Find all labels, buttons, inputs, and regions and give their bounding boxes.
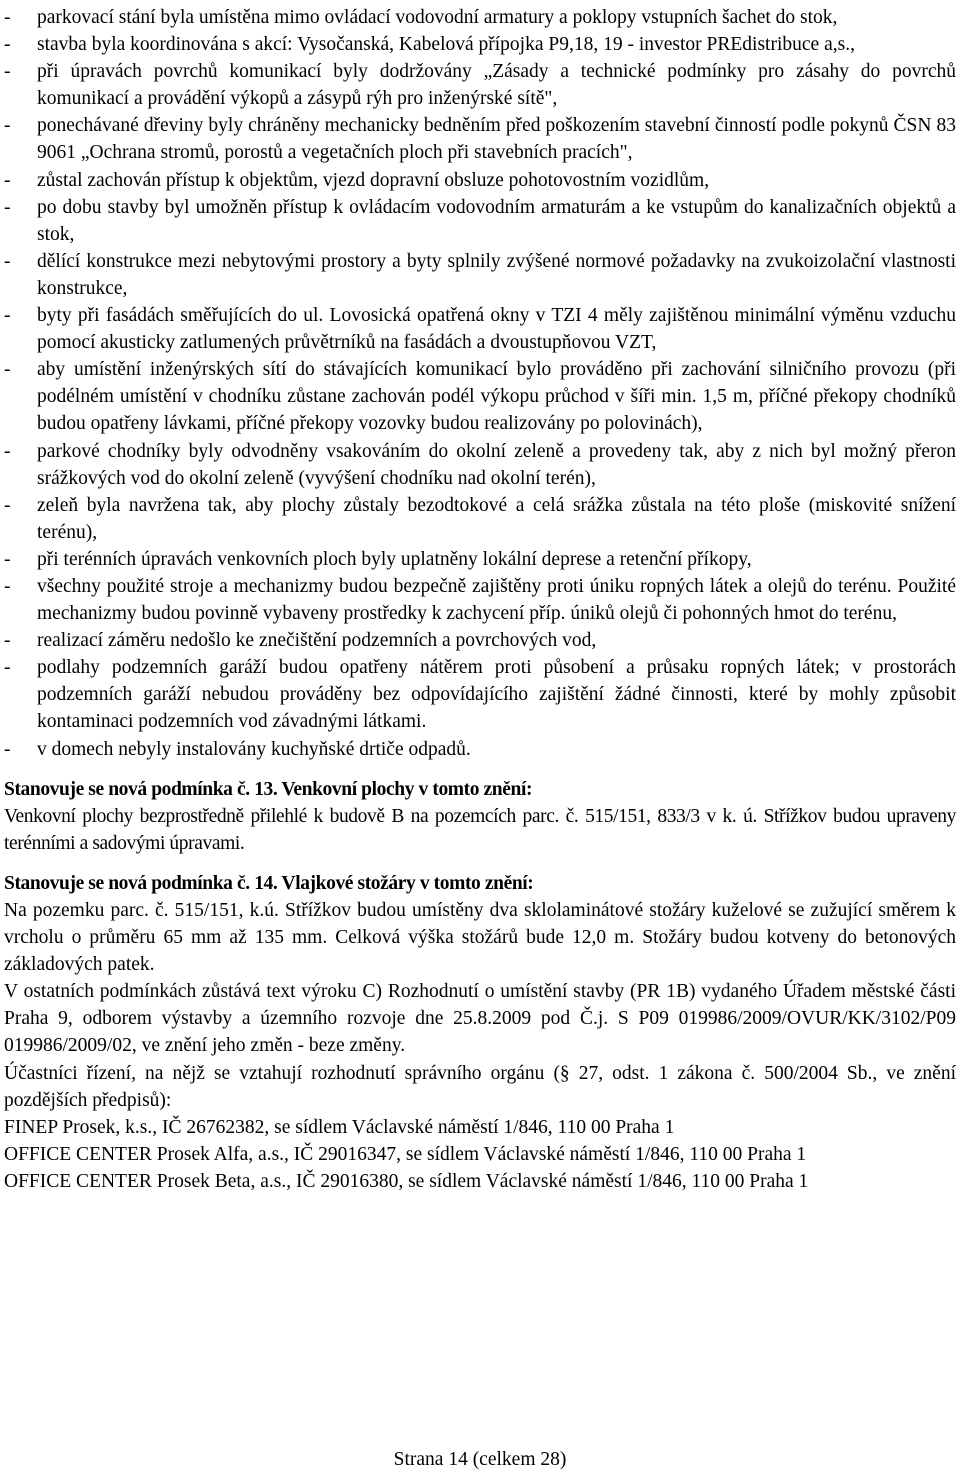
participant-entry: OFFICE CENTER Prosek Alfa, a.s., IČ 29016347, se sídlem Václavské náměstí 1/846, 110 00 Praha 1: [4, 1143, 807, 1165]
condition-13-heading: Stanovuje se nová podmínka č. 13. Venkovní plochy v tomto znění:: [4, 778, 533, 800]
list-item: - ponechávané dřeviny byly chráněny mechanicky bedněním před poškozením stavební činností podle pokynů ČSN 83 9061 „Ochrana stromů, porostů a vegetačních ploch při stavebních pracích",: [4, 112, 956, 166]
list-item: - zůstal zachován přístup k objektům, vjezd dopravní obsluze pohotovostním vozidlům,: [4, 167, 956, 194]
condition-list: [4, 4, 956, 763]
condition-14-text: Na pozemku parc. č. 515/151, k.ú. Střížkov budou umístěny dva sklolaminátové stožáry kuželové se zužující směrem k vrcholu o průměru 65 mm až 135 mm. Celková výška stožárů bude 12,0 m. Stožáry budou kotveny do betonových základových patek.: [4, 900, 956, 976]
list-item: - podlahy podzemních garáží budou opatřeny nátěrem proti působení a průsaku ropných látek; v prostorách podzemních garáží nebudou prováděny bez odpovídajícího zajištění žádné činnosti, které by mohly způsobit kontaminaci podzemních vod závadnými látkami.: [4, 654, 956, 735]
list-item: - realizací záměru nedošlo ke znečištění podzemních a povrchových vod,: [4, 627, 956, 654]
list-item: - po dobu stavby byl umožněn přístup k ovládacím vodovodním armaturám a ke vstupům do kanalizačních objektů a stok,: [4, 194, 956, 248]
list-item: - stavba byla koordinována s akcí: Vysočanská, Kabelová přípojka P9,18, 19 - investor PREdistribuce a,s.,: [4, 31, 956, 58]
list-item: - zeleň byla navržena tak, aby plochy zůstaly bezodtokové a celá srážka zůstala na této ploše (miskovité snížení terénu),: [4, 492, 956, 546]
page-number-footer: Strana 14 (celkem 28): [393, 1449, 567, 1470]
page-content: [4, 4, 956, 1195]
participants-intro: Účastníci řízení, na nějž se vztahují rozhodnutí správního orgánu (§ 27, odst. 1 zákona č. 500/2004 Sb., ve znění pozdějších předpisů):: [4, 1062, 956, 1111]
list-item: - při úpravách povrchů komunikací byly dodržovány „Zásady a technické podmínky pro zásahy do povrchů komunikací a provádění výkopů a zásypů rýh pro inženýrské sítě",: [4, 58, 956, 112]
list-item: - všechny použité stroje a mechanizmy budou bezpečně zajištěny proti úniku ropných látek a olejů do terénu. Použité mechanizmy budou povinně vybaveny prostředky k zachycení příp. úniků olejů či pohonných hmot do terénu,: [4, 573, 956, 627]
list-item: - byty při fasádách směřujících do ul. Lovosická opatřená okny v TZI 4 měly zajištěnou minimální výměnu vzduchu pomocí akusticky zatlumených průvětrníků na fasádách a dvoustupňovou VZT,: [4, 302, 956, 356]
list-item: - v domech nebyly instalovány kuchyňské drtiče odpadů.: [4, 736, 956, 763]
condition-14-heading: Stanovuje se nová podmínka č. 14. Vlajkové stožáry v tomto znění:: [4, 872, 534, 894]
condition-13-section: [4, 776, 956, 857]
list-item: - dělící konstrukce mezi nebytovými prostory a byty splnily zvýšené normové požadavky na zvukoizolační vlastnosti konstrukce,: [4, 248, 956, 302]
list-item: - parkové chodníky byly odvodněny vsakováním do okolní zeleně a provedeny tak, aby z nich byl možný přeron srážkových vod do okolní zeleně (vyvýšení chodníku nad okolní terén),: [4, 438, 956, 492]
participant-entry: OFFICE CENTER Prosek Beta, a.s., IČ 29016380, se sídlem Václavské náměstí 1/846, 110 00 Praha 1: [4, 1170, 809, 1192]
condition-13-text: Venkovní plochy bezprostředně přilehlé k budově B na pozemcích parc. č. 515/151, 833/3 v k. ú. Střížkov budou upraveny terénními a sadovými úpravami.: [4, 805, 956, 854]
list-item: - při terénních úpravách venkovních ploch byly uplatněny lokální deprese a retenční příkopy,: [4, 546, 956, 573]
participant-entry: FINEP Prosek, k.s., IČ 26762382, se sídlem Václavské náměstí 1/846, 110 00 Praha 1: [4, 1116, 675, 1138]
condition-14-section: [4, 870, 956, 978]
other-conditions-paragraph: V ostatních podmínkách zůstává text výroku C) Rozhodnutí o umístění stavby (PR 1B) vydaného Úřadem městské části Praha 9, odborem výstavby a územního rozvoje dne 25.8.2009 pod Č.j. S P09 019986/2009/OVUR/KK/3102/P09 019986/2009/02, ve znění jeho změn - beze změny.: [4, 981, 956, 1057]
list-item: - parkovací stání byla umístěna mimo ovládací vodovodní armatury a poklopy vstupních šachet do stok,: [4, 4, 956, 31]
list-item: - aby umístění inženýrských sítí do stávajících komunikací bylo prováděno při zachování silničního provozu (při podélném umístění v chodníku zůstane zachován podél výkopu průchod v šíři min. 1,5 m, příčné překopy chodníků budou opatřeny lávkami, příčné překopy vozovky budou realizovány po polovinách),: [4, 356, 956, 437]
